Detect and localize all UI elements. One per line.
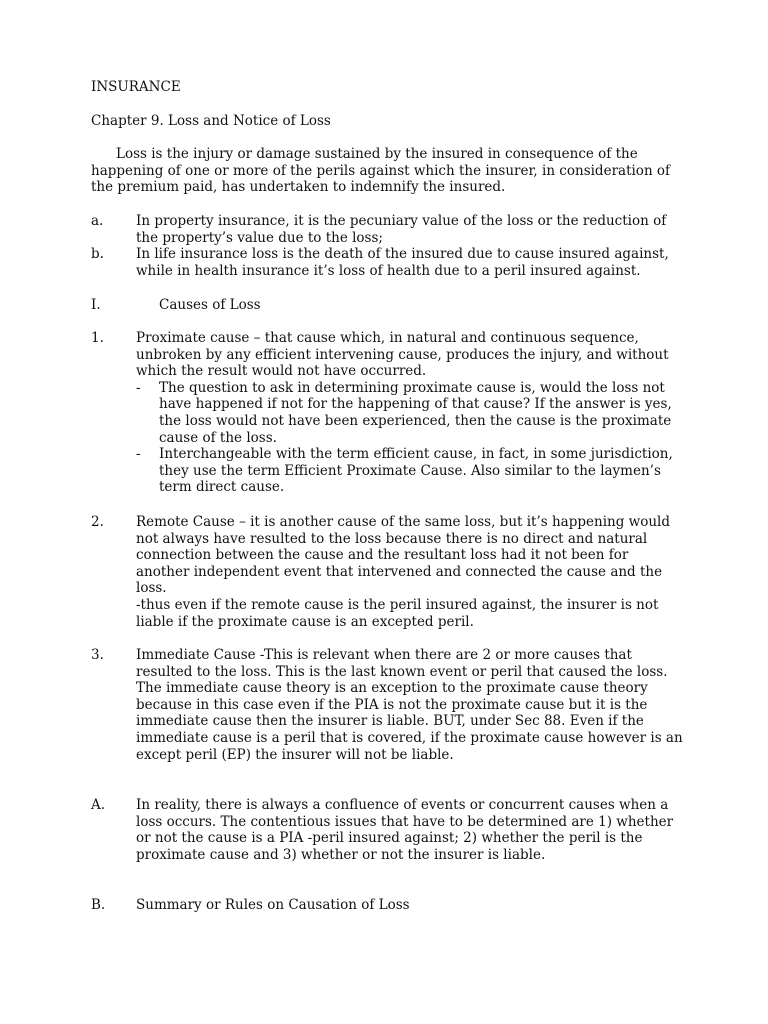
- bullet-list: [136, 380, 686, 496]
- definition-item: [91, 213, 686, 246]
- list-marker: 3.: [91, 647, 104, 663]
- cause-text: Remote Cause – it is another cause of the same loss, but it’s happening would not always have resulted to the loss because there is no direct and natural connection between the cause and the resultant loss had it not been for another independent event that intervened and connected the cause and the loss.: [136, 514, 670, 597]
- bullet-item: [136, 380, 686, 446]
- list-marker: 2.: [91, 514, 104, 530]
- list-marker: a.: [91, 213, 104, 229]
- bullet-text: Interchangeable with the term efficient cause, in fact, in some jurisdiction, they use the term Efficient Proximate Cause. Also similar to the laymen’s term direct cause.: [159, 446, 673, 496]
- definition-item: [91, 246, 686, 279]
- cause-item: [91, 330, 686, 496]
- list-marker: b.: [91, 246, 104, 263]
- bullet-text: The question to ask in determining proximate cause is, would the loss not have happened if not for the happening of that cause? If the answer is yes, the loss would not have been experienced, then the cause is the proximate cause of the loss.: [159, 379, 672, 446]
- point-text: In reality, there is always a confluence of events or concurrent causes when a loss occurs. The contentious issues that have to be determined are 1) whether or not the cause is a PIA -peril insured against; 2) whether the peril is the proximate cause and 3) whether or not the insurer is liable.: [136, 797, 674, 863]
- list-marker: B.: [91, 897, 106, 913]
- point-item: [91, 897, 686, 914]
- cause-note: -thus even if the remote cause is the peril insured against, the insurer is not liable if the proximate cause is an excepted peril.: [136, 596, 659, 630]
- cause-text: Immediate Cause -This is relevant when there are 2 or more causes that resulted to the loss. This is the last known event or peril that caused the loss. The immediate cause theory is an exception to the proximate cause theory because in this case even if the PIA is not the proximate cause but it is the immediate cause then the insurer is liable. BUT, under Sec 88. Even if the immediate cause is a peril that is covered, if the proximate cause however is an except peril (EP) the insurer will not be liable.: [136, 647, 683, 763]
- definition-text: In life insurance loss is the death of the insured due to cause insured against, while in health insurance it’s loss of health due to a peril insured against.: [136, 246, 669, 279]
- bullet-item: [136, 446, 686, 496]
- cause-item: [91, 647, 686, 763]
- chapter-title: Chapter 9. Loss and Notice of Loss: [91, 113, 331, 129]
- document-heading: INSURANCE: [91, 79, 181, 95]
- definition-text: In property insurance, it is the pecuniary value of the loss or the reduction of the property’s value due to the loss;: [136, 213, 667, 246]
- section-title: Causes of Loss: [159, 297, 261, 313]
- bullet-marker: -: [136, 446, 141, 463]
- list-marker: A.: [91, 797, 106, 813]
- bullet-marker: -: [136, 379, 141, 396]
- cause-item: [91, 514, 686, 630]
- section-heading: [91, 297, 261, 314]
- point-item: [91, 797, 686, 863]
- definition-list: [91, 213, 686, 279]
- section-marker: I.: [91, 297, 101, 313]
- intro-paragraph: Loss is the injury or damage sustained by the insured in consequence of the happening of one or more of the perils against which the insurer, in consideration of the premium paid, has undertaken to indemnify the insured.: [91, 146, 671, 196]
- point-text: Summary or Rules on Causation of Loss: [136, 897, 410, 913]
- list-marker: 1.: [91, 330, 104, 346]
- cause-text: Proximate cause – that cause which, in natural and continuous sequence, unbroken by any efficient intervening cause, produces the injury, and without which the result would not have occurred.: [136, 330, 669, 380]
